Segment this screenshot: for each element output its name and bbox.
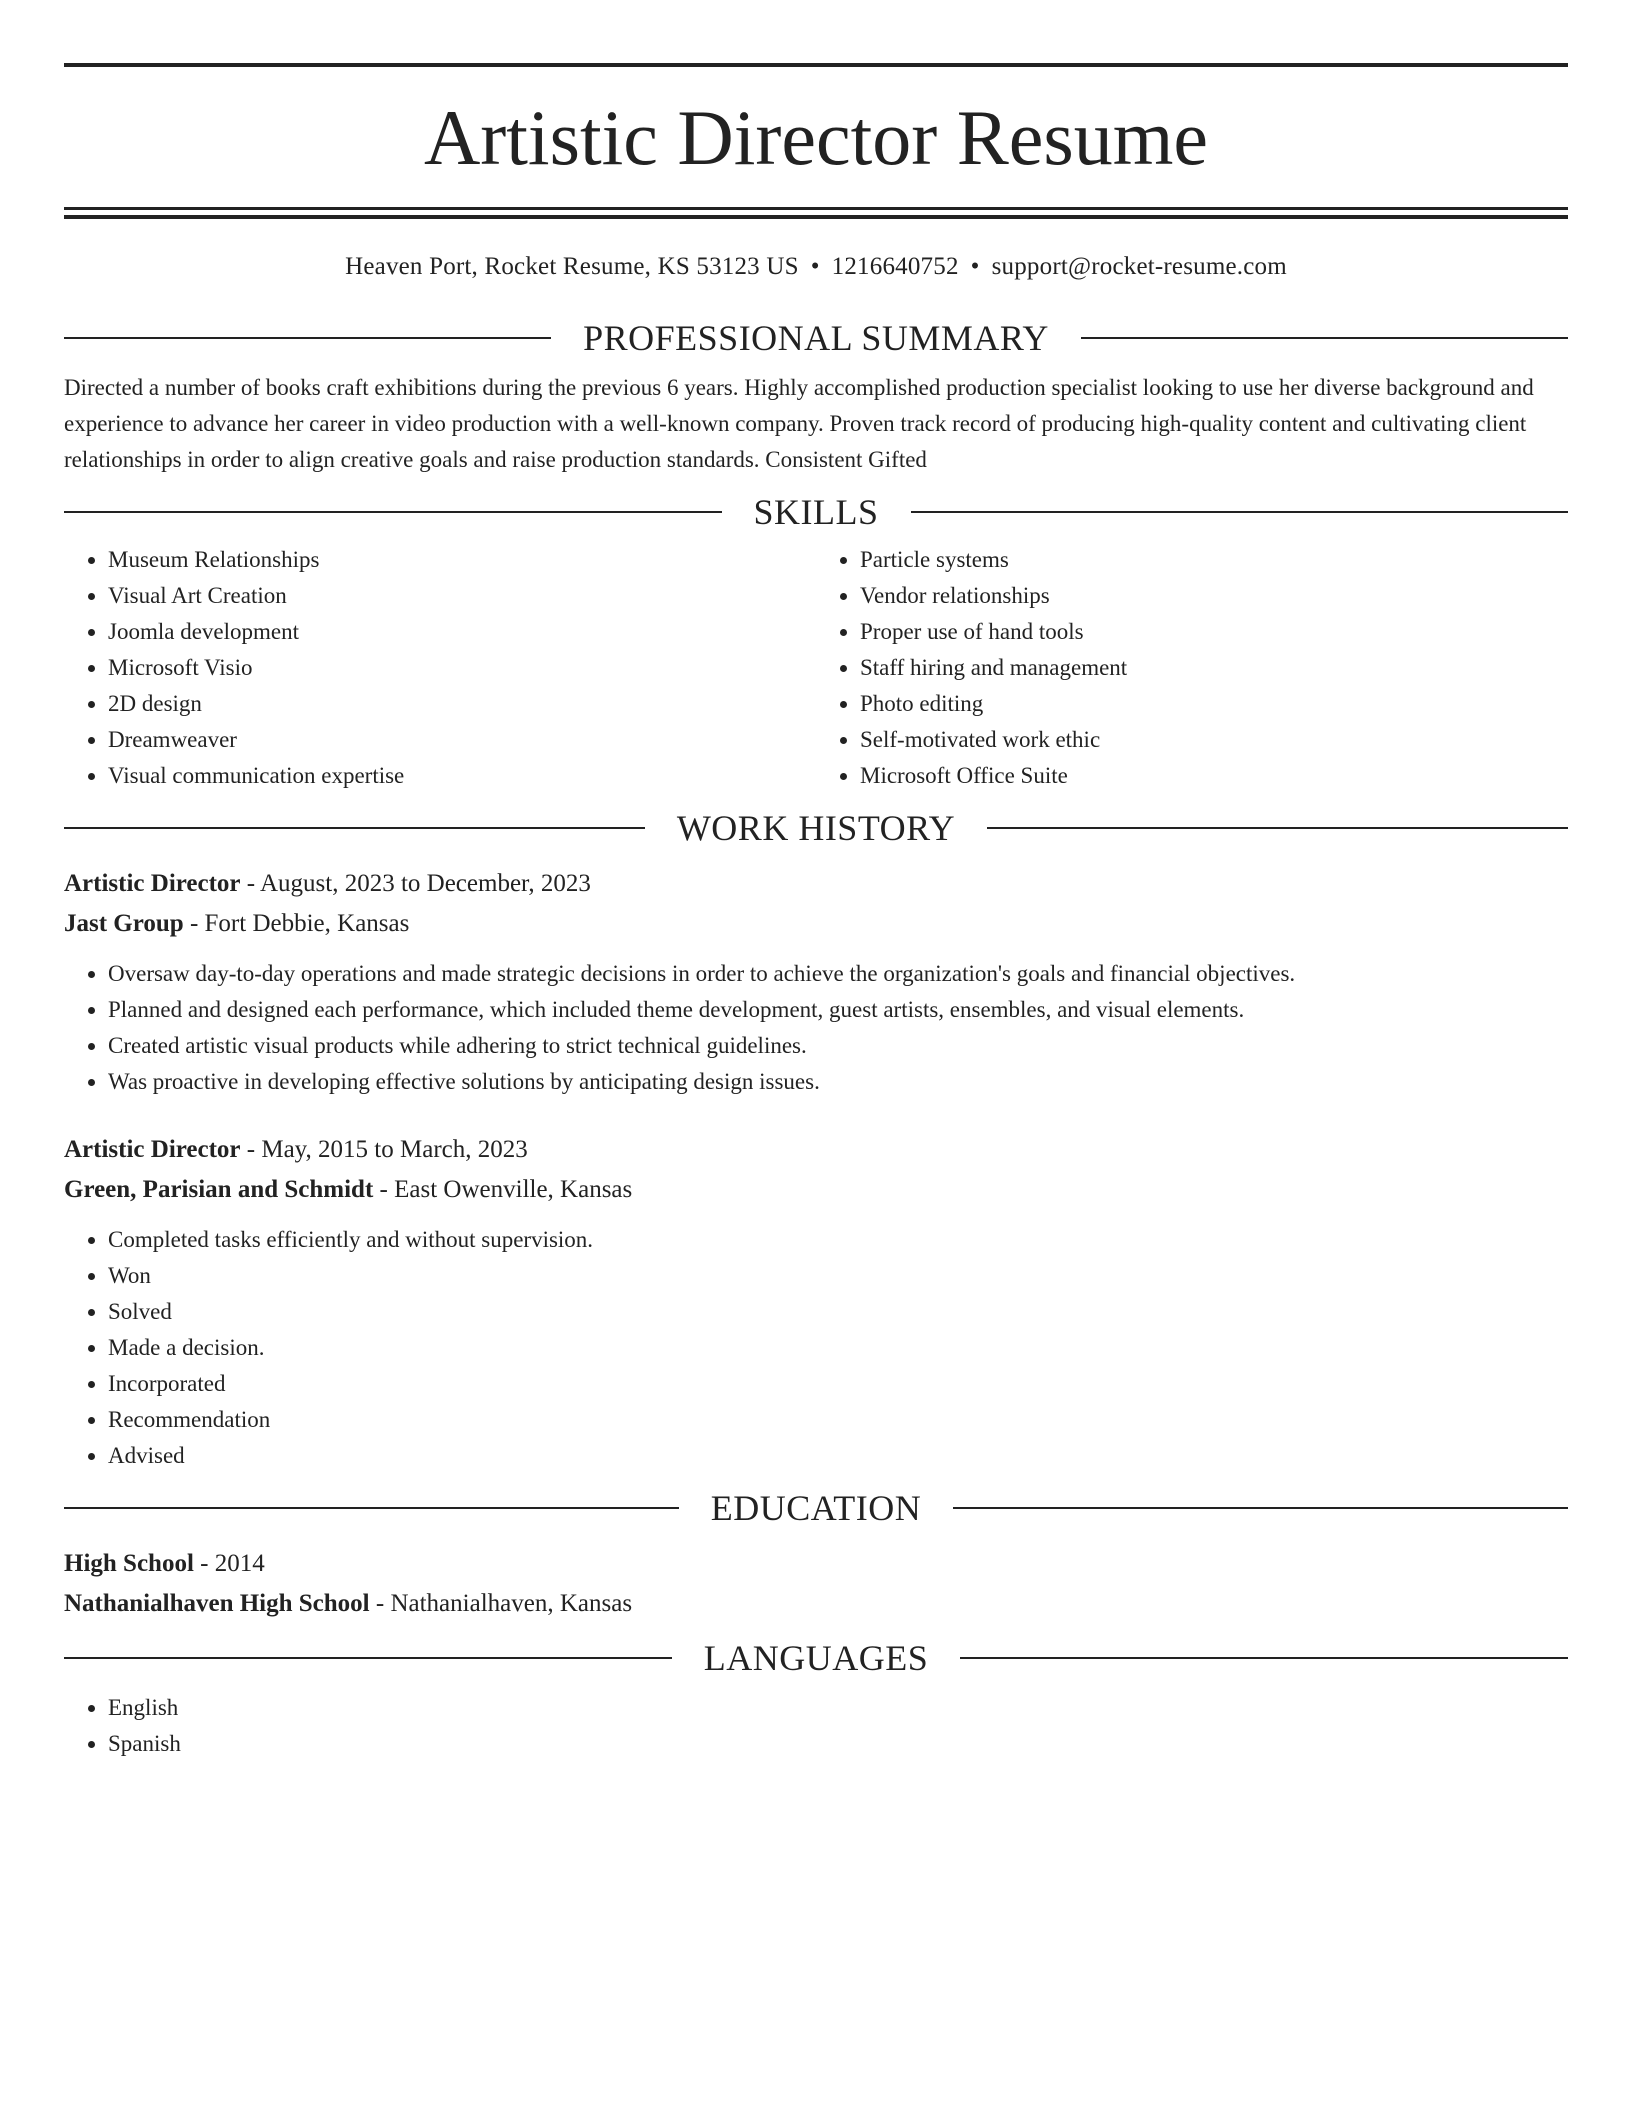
skill-item: • 2D design <box>108 686 816 722</box>
section-rule <box>911 511 1569 513</box>
education-school: Nathanialhaven High School <box>64 1590 370 1617</box>
section-rule <box>1081 337 1568 339</box>
top-rule <box>64 63 1568 67</box>
job-bullet: • Completed tasks efficiently and without supervision. <box>108 1222 1568 1258</box>
section-header-summary <box>64 318 1568 358</box>
skills-column-left <box>64 542 816 794</box>
job-bullet: • Solved <box>108 1294 1568 1330</box>
job-bullet: • Planned and designed each performance, which included theme development, guest artists, ensembles, and visual elements. <box>108 992 1568 1028</box>
skills-list <box>64 542 1568 794</box>
contact-line <box>64 252 1568 282</box>
section-title: PROFESSIONAL SUMMARY <box>583 318 1049 358</box>
job-title-line <box>64 1130 1568 1170</box>
job-company-line <box>64 904 1568 944</box>
contact-address: Heaven Port, Rocket Resume, KS 53123 US <box>345 253 799 280</box>
skill-item: • Joomla development <box>108 614 816 650</box>
job-location: - Fort Debbie, Kansas <box>183 910 410 937</box>
section-rule <box>960 1657 1568 1659</box>
section-rule <box>64 1657 672 1659</box>
section-rule <box>64 511 722 513</box>
job-bullet: • Oversaw day-to-day operations and made strategic decisions in order to achieve the organization's goals and financial objectives. <box>108 956 1568 992</box>
job-bullet: • Won <box>108 1258 1568 1294</box>
languages-list <box>64 1690 1568 1762</box>
section-title: WORK HISTORY <box>676 808 956 848</box>
skill-item: • Visual Art Creation <box>108 578 816 614</box>
section-header-education <box>64 1488 1568 1528</box>
section-rule <box>64 827 645 829</box>
skill-item: • Dreamweaver <box>108 722 816 758</box>
contact-separator: • <box>810 253 820 280</box>
summary-text: Directed a number of books craft exhibitions during the previous 6 years. Highly accomplished production specialist looking to use her diverse background and experience to advance her career in video production with a well-known company. Proven track record of producing high-quality content and cultivating client relationships in order to align creative goals and raise production standards. Consistent Gifted <box>64 375 1534 472</box>
education-entry <box>64 1544 1568 1624</box>
contact-separator: • <box>970 253 980 280</box>
title-double-rule <box>64 207 1568 219</box>
job-title: Artistic Director <box>64 870 241 897</box>
section-header-work <box>64 808 1568 848</box>
job-entry <box>64 864 1568 1100</box>
skill-item: • Self-motivated work ethic <box>860 722 1568 758</box>
job-company: Jast Group <box>64 910 184 937</box>
section-title: SKILLS <box>753 492 879 532</box>
job-dates: - August, 2023 to December, 2023 <box>240 870 591 897</box>
section-rule <box>64 337 551 339</box>
job-bullet: • Incorporated <box>108 1366 1568 1402</box>
education-school-line <box>64 1584 1568 1624</box>
section-header-languages <box>64 1638 1568 1678</box>
job-bullet: • Made a decision. <box>108 1330 1568 1366</box>
skill-item: • Particle systems <box>860 542 1568 578</box>
education-degree-line <box>64 1544 1568 1584</box>
contact-email: support@rocket-resume.com <box>991 253 1287 280</box>
education-location: - Nathanialhaven, Kansas <box>369 1590 633 1617</box>
section-rule <box>953 1507 1568 1509</box>
job-bullet: • Recommendation <box>108 1402 1568 1438</box>
job-location: - East Owenville, Kansas <box>373 1176 633 1203</box>
section-title: LANGUAGES <box>703 1638 929 1678</box>
contact-phone: 1216640752 <box>831 253 959 280</box>
job-title-line <box>64 864 1568 904</box>
resume-title: Artistic Director Resume <box>423 94 1209 181</box>
job-bullet: • Created artistic visual products while adhering to strict technical guidelines. <box>108 1028 1568 1064</box>
education-degree: High School <box>64 1550 194 1577</box>
job-entry <box>64 1130 1568 1474</box>
language-item: • Spanish <box>108 1726 1568 1762</box>
skill-item: • Museum Relationships <box>108 542 816 578</box>
skill-item: • Visual communication expertise <box>108 758 816 794</box>
job-bullets <box>64 1222 1568 1474</box>
job-bullet: • Was proactive in developing effective solutions by anticipating design issues. <box>108 1064 1568 1100</box>
education-year: - 2014 <box>193 1550 265 1577</box>
section-rule <box>64 1507 679 1509</box>
job-bullet: • Advised <box>108 1438 1568 1474</box>
job-title: Artistic Director <box>64 1136 241 1163</box>
job-bullets <box>64 956 1568 1100</box>
section-rule <box>987 827 1568 829</box>
skill-item: • Photo editing <box>860 686 1568 722</box>
skill-item: • Proper use of hand tools <box>860 614 1568 650</box>
job-dates: - May, 2015 to March, 2023 <box>240 1136 528 1163</box>
skills-column-right <box>816 542 1568 794</box>
skill-item: • Microsoft Visio <box>108 650 816 686</box>
skill-item: • Staff hiring and management <box>860 650 1568 686</box>
section-title: EDUCATION <box>710 1488 922 1528</box>
job-company-line <box>64 1170 1568 1210</box>
job-company: Green, Parisian and Schmidt <box>64 1176 374 1203</box>
language-item: • English <box>108 1690 1568 1726</box>
skill-item: • Vendor relationships <box>860 578 1568 614</box>
skill-item: • Microsoft Office Suite <box>860 758 1568 794</box>
section-header-skills <box>64 492 1568 532</box>
